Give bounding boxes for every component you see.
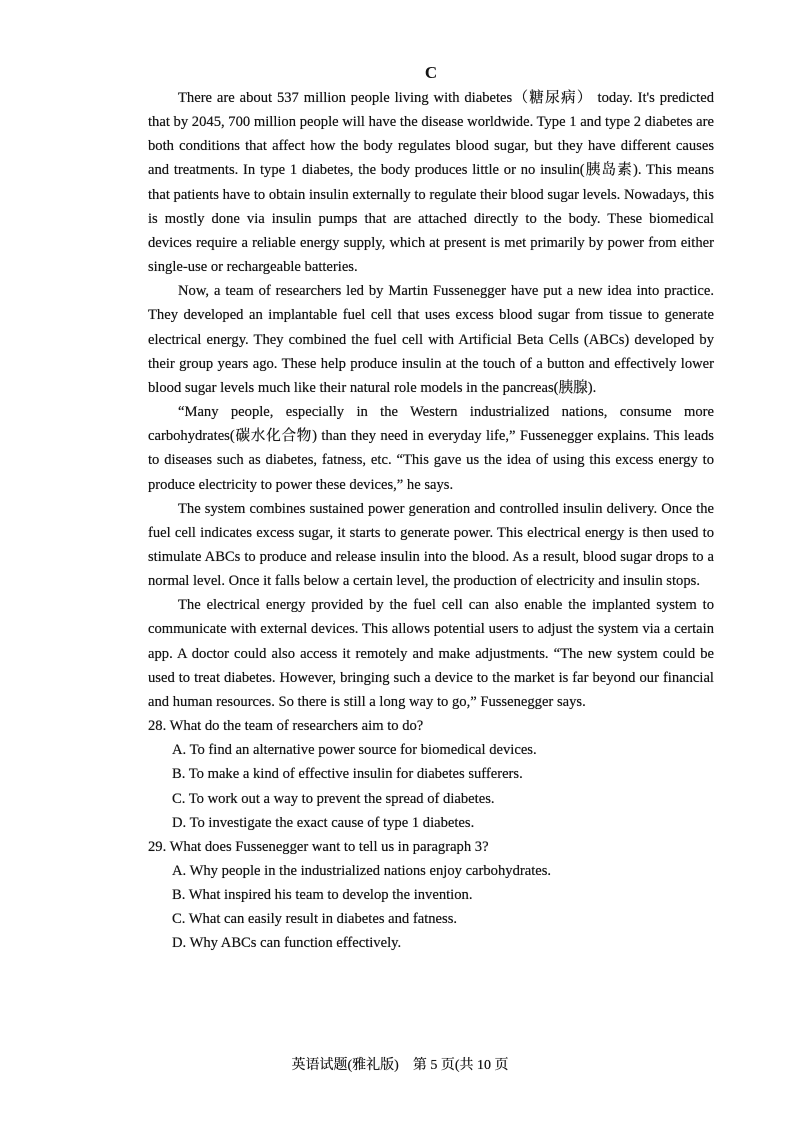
option-d: D. To investigate the exact cause of type 1 diabetes. (172, 814, 475, 831)
option-b: B. What inspired his team to develop the invention. (172, 887, 473, 904)
option-a: A. To find an alternative power source for biomedical devices. (172, 742, 537, 759)
option-c: C. What can easily result in diabetes and fatness. (172, 911, 458, 928)
question-stem: 28. What do the team of researchers aim to do? (148, 718, 424, 735)
option-d: D. Why ABCs can function effectively. (172, 935, 402, 952)
page-footer: 英语试题(雅礼版) 第 5 页(共 10 页 (291, 1058, 509, 1073)
option-c: C. To work out a way to prevent the spread of diabetes. (172, 790, 495, 807)
passage-paragraph-1: There are about 537 million people living with diabetes（糖尿病） today. It's predicted that by 2045, 700 million people will have the disease worldwide. Type 1 and type 2 diabetes are both conditions that affect how the body regulates blood sugar, but they have different causes and treatments. In type 1 diabetes, the body produces little or no insulin(胰岛素). This means that patients have to obtain insulin externally to regulate their blood sugar levels. Nowadays, this is mostly done via insulin pumps that are attached directly to the body. These biomedical devices require a reliable energy supply, which at present is met primarily by power from either single-use or rechargeable batteries. (148, 90, 714, 276)
passage-paragraph-2: Now, a team of researchers led by Martin Fussenegger have put a new idea into practice. They developed an implantable fuel cell that uses excess blood sugar from tissue to generate electrical energy. They combined the fuel cell with Artificial Beta Cells (ABCs) developed by their group years ago. These help produce insulin at the touch of a button and effectively lower blood sugar levels much like their natural role models in the pancreas(胰腺). (148, 283, 714, 396)
passage-paragraph-3: “Many people, especially in the Western industrialized nations, consume more carbohydrates(碳水化合物) than they need in everyday life,” Fussenegger explains. This leads to diseases such as diabetes, fatness, etc. “This gave us the idea of using this excess energy to produce electricity to power these devices,” he says. (148, 404, 714, 493)
section-label: C (424, 63, 438, 82)
exam-page (148, 60, 714, 956)
passage-paragraph-5: The electrical energy provided by the fuel cell can also enable the implanted system to communicate with external devices. This allows potential users to adjust the system via a certain app. A doctor could also access it remotely and make adjustments. “The new system could be used to treat diabetes. However, bringing such a device to the market is far beyond our financial and human resources. So there is still a long way to go,” Fussenegger says. (148, 597, 714, 710)
passage-paragraph-4: The system combines sustained power generation and controlled insulin delivery. Once the fuel cell indicates excess sugar, it starts to generate power. This electrical energy is then used to stimulate ABCs to produce and release insulin into the blood. As a result, blood sugar drops to a normal level. Once it falls below a certain level, the production of electricity and insulin stops. (148, 500, 714, 590)
question-28 (148, 714, 714, 835)
option-b: B. To make a kind of effective insulin for diabetes sufferers. (172, 766, 523, 783)
question-stem: 29. What does Fussenegger want to tell us in paragraph 3? (148, 838, 489, 855)
question-29 (148, 835, 714, 956)
option-a: A. Why people in the industrialized nations enjoy carbohydrates. (172, 863, 552, 879)
